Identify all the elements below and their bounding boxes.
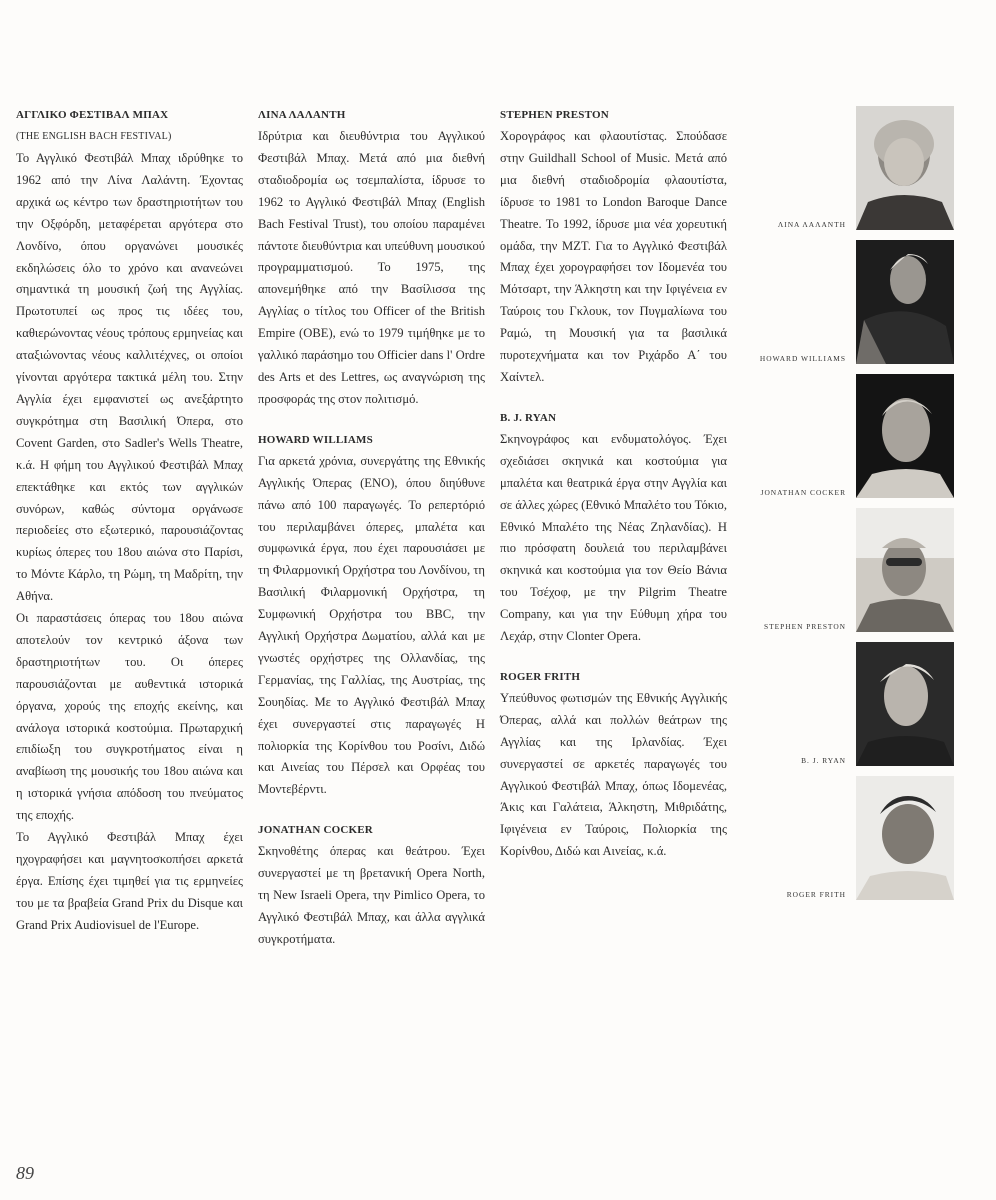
portrait-block — [744, 640, 954, 774]
bio-heading-frith: ROGER FRITH — [500, 670, 581, 683]
festival-paragraph-3: Το Αγγλικό Φεστιβάλ Μπαχ έχει ηχογραφήσει και μαγνητοσκοπήσει αρκετά έργα. Επίσης έχει τιμηθεί για τις ερμηνείες του με τα βραβεία Grand Prix du Disque και Grand Prix Audiovisuel de l'Europe. — [16, 830, 243, 932]
portrait-column — [744, 104, 954, 908]
bio-text-frith: Υπεύθυνος φωτισμών της Εθνικής Αγγλικής Όπερας, αλλά και πολλών θεάτρων της Αγγλίας και της Ιρλανδίας. Έχει συνεργαστεί σε αρκετές παραγωγές του Αγγλικού Φεστιβάλ Μπαχ, όπως Ιδομενέας, Άκις και Γαλάτεια, Άλκηστη, Μιθριδάτης, Ιφιγένεια εν Ταύροις, Πολιορκία της Κορίνθου, Διδώ και Αινείας, κ.ά. — [500, 690, 727, 859]
bio-heading-williams: HOWARD WILLIAMS — [258, 433, 373, 446]
festival-subheading: (THE ENGLISH BACH FESTIVAL) — [16, 131, 172, 142]
portrait-icon — [856, 508, 954, 632]
portrait-block — [744, 104, 954, 238]
portrait-icon — [856, 776, 954, 900]
portrait-caption: ΛΙΝΑ ΛΑΛΑΝΤΗ — [777, 220, 846, 229]
bio-heading-lalanti: ΛΙΝΑ ΛΑΛΑΝΤΗ — [258, 109, 346, 121]
portrait-block — [744, 506, 954, 640]
festival-paragraph-1: Το Αγγλικό Φεστιβάλ Μπαχ ιδρύθηκε το 1962 από την Λίνα Λαλάντη. Έχοντας αρχικά ως κέντρο των δραστηριοτήτων του την Οξφόρδη, μεταφέρεται αργότερα στο Λονδίνο, όπου οργανώνει μουσικές εκδηλώσεις όλο το χρόνο και ανανεώνει σημαντικά τη μουσική ζωή της Αγγλίας. Πρωτοτυπεί ως προς τις ιδέες του, καθιερώνοντας νέους τρόπους ερμηνείας και αταξιώνοντας νέους καλλιτέχνες, οι οποίοι γίνονται αργότερα τακτικά μέλη του. Στην Αγγλία έχει εμφανιστεί ως ανεξάρτητο συγκρότημα στη Βασιλική Όπερα, στο Covent Garden, στο Sadler's Wells Theatre, κ.ά. Η φήμη του Αγγλικού Φεστιβάλ Μπαχ επεκτάθηκε και εκτός των αγγλικών συνόρων, καθώς σύντομα οργάνωσε περιοδείες στο εξωτερικό, παρουσιάζοντας κυρίως όπερες του 18ου αιώνα στο Παρίσι, το Μόντε Κάρλο, τη Ρώμη, τη Μαδρίτη, την Αθήνα. — [16, 151, 243, 604]
portrait-caption: HOWARD WILLIAMS — [759, 354, 846, 363]
festival-heading: ΑΓΓΛΙΚΟ ΦΕΣΤΙΒΑΛ ΜΠΑΧ — [16, 109, 169, 121]
column-biographies-1 — [258, 104, 485, 951]
bio-heading-ryan: B. J. RYAN — [500, 411, 557, 424]
portrait-caption: STEPHEN PRESTON — [763, 622, 846, 631]
bio-text-williams: Για αρκετά χρόνια, συνεργάτης της Εθνικής Αγγλικής Όπερας (ENO), όπου διηύθυνε πάνω από 100 παραγωγές. Το ρεπερτόριό του περιλαμβάνει όπερες, μπαλέτα και συμφωνικά έργα, που έχει παρουσιάσει με τη Φιλαρμονική Ορχήστρα του Λονδίνου, τη Βασιλική Φιλαρμονική Ορχήστρα, τη Συμφωνική Ορχήστρα του BBC, την Αγγλική Ορχήστρα Δωματίου, αλλά και με γνωστές ορχήστρες της Ολλανδίας, της Γερμανίας, της Γαλλίας, της Αυστρίας, της Σουηδίας. Με το Αγγλικό Φεστιβάλ Μπαχ έχει συνεργαστεί στις παραγωγές Η πολιορκία της Κορίνθου του Ροσίνι, Διδώ και Αινείας του Πέρσελ και Ορφέας του Μοντεβέρντι. — [258, 453, 485, 797]
portrait-caption: ROGER FRITH — [786, 890, 846, 899]
bio-heading-cocker: JONATHAN COCKER — [258, 824, 373, 837]
portrait-block — [744, 774, 954, 908]
bio-text-preston: Χορογράφος και φλαουτίστας. Σπούδασε στην Guildhall School of Music. Μετά από μια διεθνή σταδιοδρομία φλαουτίστα, ίδρυσε το 1981 το London Baroque Dance Theatre. Το 1992, ίδρυσε μια νέα χορευτική ομάδα, την MZT. Για το Αγγλικό Φεστιβάλ Μπαχ έχει χορογραφήσει τον Ιδομενέα του Μότσαρτ, την Άλκηστη και την Ιφιγένεια εν Ταύροις του Γκλουκ, τον Πυγμαλίωνα του Ραμώ, τη Μουσική για τα βασιλικά πυροτεχνήματα και τον Ριχάρδο Α΄ του Χαίντελ. — [500, 129, 727, 384]
bio-text-ryan: Σκηνογράφος και ενδυματολόγος. Έχει σχεδιάσει σκηνικά και κοστούμια για μπαλέτα και θεατρικά έργα στην Αγγλία και σε άλλες χώρες (Εθνικό Μπαλέτο του Τόκιο, Εθνικό Μπαλέτο της Νέας Ζηλανδίας). Η πιο πρόσφατη δουλειά του περιλαμβάνει σκηνικά και κοστούμια για τον Θείο Βάνια του Τσέχοφ, με την Pilgrim Theatre Company, και για την Εύθυμη χήρα του Λεχάρ, στην Clonter Opera. — [500, 431, 727, 644]
portrait-icon — [856, 240, 954, 364]
portrait-icon — [856, 642, 954, 766]
bio-heading-preston: STEPHEN PRESTON — [500, 109, 609, 121]
portrait-block — [744, 238, 954, 372]
page-number: 89 — [16, 1163, 34, 1183]
portrait-block — [744, 372, 954, 506]
portrait-caption: JONATHAN COCKER — [760, 488, 846, 497]
portrait-icon — [856, 106, 954, 230]
portrait-caption: B. J. RYAN — [801, 756, 846, 765]
bio-text-lalanti: Ιδρύτρια και διευθύντρια του Αγγλικού Φεστιβάλ Μπαχ. Μετά από μια διεθνή σταδιοδρομία ως τσεμπαλίστα, ίδρυσε το 1962 το Αγγλικό Φεστιβάλ Μπαχ (English Bach Festival Trust), του οποίου παραμένει πάντοτε διευθύντρια και υπεύθυνη μουσικού προγραμματισμού. Το 1975, της απονεμήθηκε από την Βασίλισσα της Αγγλίας ο τίτλος του Officer of the British Empire (OBE), ενώ το 1979 τιμήθηκε με το γαλλικό παράσημο του Officier dans l' Ordre des Arts et des Lettres, ως αναγνώριση της προσφοράς της στον πολιτισμό. — [258, 129, 485, 406]
column-biographies-2 — [500, 104, 727, 863]
column-festival — [16, 104, 243, 937]
bio-text-cocker: Σκηνοθέτης όπερας και θεάτρου. Έχει συνεργαστεί με τη βρετανική Opera North, τη New Israeli Opera, την Pimlico Opera, το Αγγλικό Φεστιβάλ Μπαχ, και άλλα αγγλικά συγκροτήματα. — [258, 844, 485, 946]
portrait-icon — [856, 374, 954, 498]
festival-paragraph-2: Οι παραστάσεις όπερας του 18ου αιώνα αποτελούν τον κεντρικό άξονα των δραστηριοτήτων του. Οι όπερες παρουσιάζονται με αυθεντικά ιστορικά όργανα, χορούς της εποχής εκείνης, και ανάλογα ιστορικά κοστούμια. Πρωταρχική επιδίωξη του συγκροτήματος είναι η αναβίωση της μουσικής του 18ου αιώνα και η ιστορικά γνήσια απόδοση του πνεύματος της εποχής. — [16, 611, 243, 823]
